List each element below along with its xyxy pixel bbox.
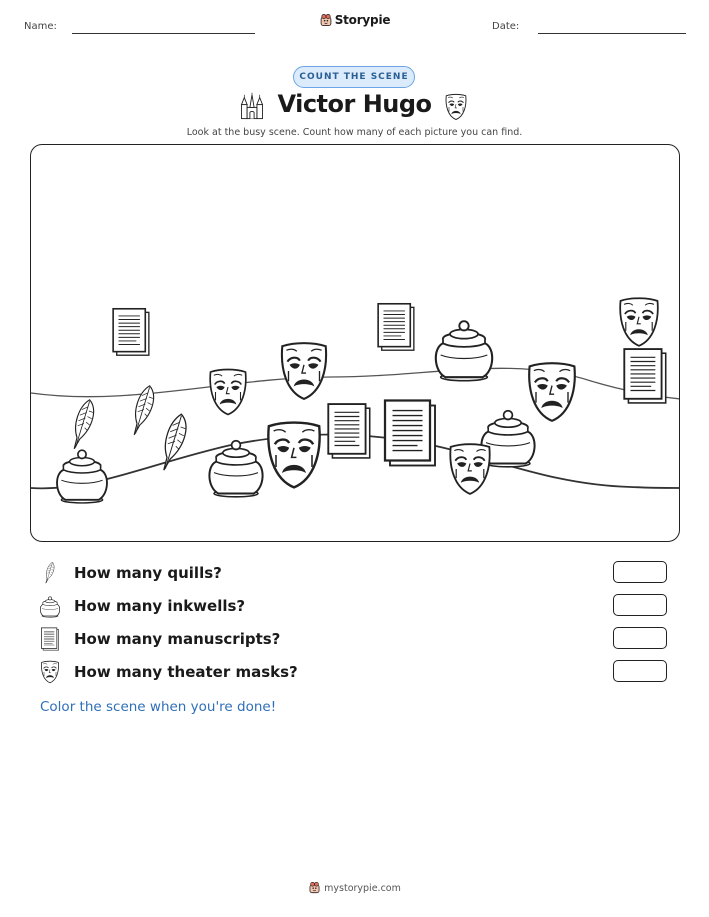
scene-manuscript <box>385 401 435 466</box>
question-label: How many theater masks? <box>74 663 298 681</box>
scene-manuscript <box>328 404 369 458</box>
theater-mask-icon <box>38 660 62 684</box>
question-label: How many inkwells? <box>74 597 246 615</box>
scene-quill <box>74 400 93 449</box>
question-quills <box>38 561 678 587</box>
question-theater-masks <box>38 660 678 686</box>
scene-theater-mask <box>620 298 658 346</box>
scene-theater-mask <box>529 363 575 421</box>
scene-inkwell <box>436 321 492 381</box>
scene-inkwell <box>57 450 107 503</box>
scene-illustration <box>31 145 680 542</box>
instructions: Look at the busy scene. Count how many of each picture you can find. <box>186 127 523 138</box>
activity-badge: COUNT THE SCENE <box>293 66 415 88</box>
question-inkwells <box>38 594 678 620</box>
storypie-logo-icon <box>308 881 321 894</box>
brand-name: Storypie <box>334 13 391 27</box>
manuscript-icon <box>38 627 62 651</box>
page-title: Victor Hugo <box>277 90 432 118</box>
answer-box-manuscripts[interactable] <box>613 627 667 649</box>
brand-logo <box>0 13 709 27</box>
scene-theater-mask <box>282 343 326 399</box>
scene-theater-mask <box>210 370 246 415</box>
scene-quill <box>134 386 153 435</box>
name-label: Name: <box>24 21 57 32</box>
scene-manuscript <box>378 304 414 350</box>
quill-icon <box>38 561 62 585</box>
counting-scene <box>30 144 680 542</box>
date-label: Date: <box>492 21 520 32</box>
date-line[interactable] <box>538 33 686 34</box>
scene-theater-mask <box>450 444 489 494</box>
question-label: How many manuscripts? <box>74 630 281 648</box>
scene-quill <box>164 414 186 470</box>
coloring-note: Color the scene when you're done! <box>40 699 277 715</box>
inkwell-icon <box>38 594 62 618</box>
theater-mask-icon <box>444 93 468 121</box>
name-line[interactable] <box>72 33 255 34</box>
scene-manuscript <box>624 349 665 403</box>
answer-box-inkwells[interactable] <box>613 594 667 616</box>
answer-box-quills[interactable] <box>613 561 667 583</box>
scene-manuscript <box>113 309 149 355</box>
storypie-logo-icon <box>319 13 333 27</box>
question-manuscripts <box>38 627 678 653</box>
answer-box-theater-masks[interactable] <box>613 660 667 682</box>
footer-url[interactable]: mystorypie.com <box>324 883 401 894</box>
scene-theater-mask <box>268 423 319 488</box>
footer <box>0 881 709 894</box>
question-label: How many quills? <box>74 564 222 582</box>
